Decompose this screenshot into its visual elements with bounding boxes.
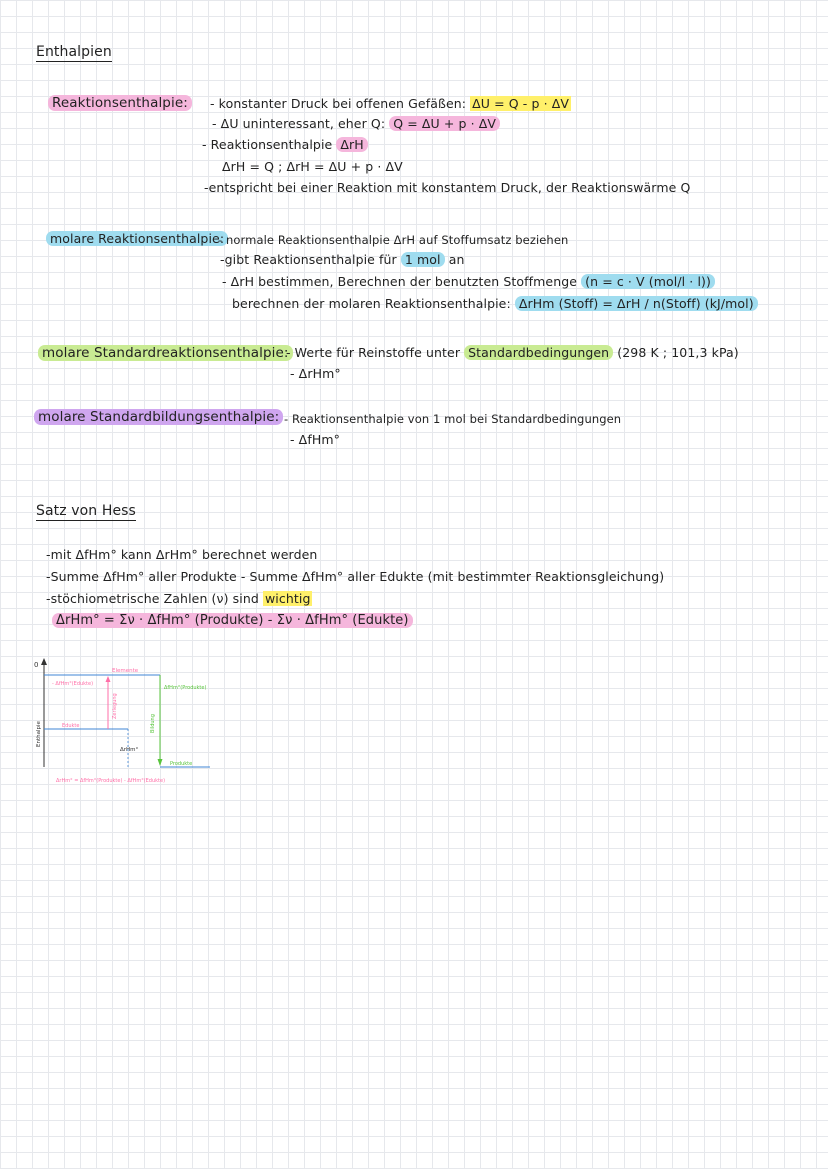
molar-line1: - normale Reaktionsenthalpie ΔrH auf Stoffumsatz beziehen (218, 233, 569, 247)
molar-line3 (222, 274, 715, 290)
reaktion-line3-text: - Reaktionsenthalpie (202, 137, 333, 152)
hess-formula (52, 613, 413, 629)
molar-line3-formula: (n = c · V (mol/l · l)) (581, 274, 715, 289)
reaktion-line2-text: - ΔU uninteressant, eher Q: (212, 116, 386, 131)
term-reaktionsenthalpie-label: Reaktionsenthalpie: (48, 95, 192, 111)
term-standardbildungsenthalpie-label: molare Standardbildungsenthalpie: (34, 409, 283, 425)
molar-line2-highlight: 1 mol (401, 252, 445, 267)
diagram-zerlegung-arrowhead (106, 676, 111, 682)
hess-diagram (30, 655, 220, 785)
molar-line4-formula: ΔrHm (Stoff) = ΔrH / n(Stoff) (kJ/mol) (515, 296, 758, 311)
reaktion-line1-text: - konstanter Druck bei offenen Gefäßen: (210, 96, 467, 111)
diagram-zerlegung-label: Zerlegung (112, 693, 118, 719)
reaktion-line3-symbol: ΔrH (336, 137, 367, 152)
heading-satz-von-hess: Satz von Hess (36, 503, 136, 519)
diagram-zero-label: 0 (34, 661, 39, 669)
diagram-plus-produkte-label: ΔfHm°(Produkte) (164, 685, 207, 691)
diagram-edukte-label: Edukte (62, 723, 80, 729)
standard-line1 (286, 345, 739, 361)
diagram-delta-r-label: ΔrHm° (120, 747, 139, 753)
diagram-bottom-formula: ΔrHm° = ΔfHm°(Produkte) - ΔfHm°(Edukte) (56, 778, 166, 784)
standard-line1-highlight: Standardbedingungen (464, 345, 613, 360)
standard-line2: - ΔrHm° (290, 366, 341, 381)
molar-line2-suffix: an (448, 252, 465, 267)
hess-line3-text: -stöchiometrische Zahlen (ν) sind (46, 591, 259, 606)
term-standardreaktionsenthalpie-label: molare Standardreaktionsenthalpie: (38, 345, 293, 361)
diagram-bildung-arrowhead (158, 759, 163, 766)
term-reaktionsenthalpie (48, 95, 192, 111)
reaktion-line5: -entspricht bei einer Reaktion mit konstantem Druck, der Reaktionswärme Q (204, 180, 691, 195)
term-molare-reaktionsenthalpie (46, 231, 228, 247)
term-standardbildungsenthalpie (34, 409, 283, 425)
reaktion-line2 (212, 116, 500, 132)
standard-line1-suffix: (298 K ; 101,3 kPa) (617, 345, 739, 360)
bildung-line2: - ΔfHm° (290, 432, 340, 447)
reaktion-line1-formula: ΔU = Q - p · ΔV (472, 96, 570, 111)
diagram-bildung-label: Bildung (150, 714, 156, 733)
diagram-minus-edukte-label: - ΔfHm°(Edukte) (52, 681, 94, 687)
molar-line2-text: -gibt Reaktionsenthalpie für (220, 252, 397, 267)
reaktion-line3 (202, 137, 368, 153)
hess-line1: -mit ΔfHm° kann ΔrHm° berechnet werden (46, 547, 318, 562)
standard-line1-text: - Werte für Reinstoffe unter (286, 345, 461, 360)
molar-line4-text: berechnen der molaren Reaktionsenthalpie: (232, 296, 511, 311)
molar-line3-text: - ΔrH bestimmen, Berechnen der benutzten Stoffmenge (222, 274, 578, 289)
diagram-elemente-label: Elemente (112, 668, 139, 674)
term-molare-reaktionsenthalpie-label: molare Reaktionsenthalpie: (46, 231, 228, 246)
bildung-line1: - Reaktionsenthalpie von 1 mol bei Standardbedingungen (284, 412, 622, 426)
heading-enthalpien: Enthalpien (36, 44, 112, 60)
term-standardreaktionsenthalpie (38, 345, 293, 361)
hess-line3-highlight: wichtig (264, 591, 311, 606)
reaktion-line4: ΔrH = Q ; ΔrH = ΔU + p · ΔV (222, 159, 403, 174)
molar-line4 (232, 296, 758, 312)
diagram-y-axis-arrow (41, 658, 47, 665)
hess-formula-text: ΔrHm° = Σν · ΔfHm° (Produkte) - Σν · ΔfHm° (Edukte) (52, 613, 413, 628)
hess-line3 (46, 591, 312, 607)
reaktion-line1 (210, 96, 571, 112)
diagram-y-label: Enthalpie (36, 721, 42, 747)
reaktion-line2-formula: Q = ΔU + p · ΔV (389, 116, 500, 131)
diagram-produkte-label: Produkte (170, 761, 193, 767)
hess-line2: -Summe ΔfHm° aller Produkte - Summe ΔfHm° aller Edukte (mit bestimmter Reaktionsgleichung) (46, 569, 665, 584)
molar-line2 (220, 252, 465, 268)
